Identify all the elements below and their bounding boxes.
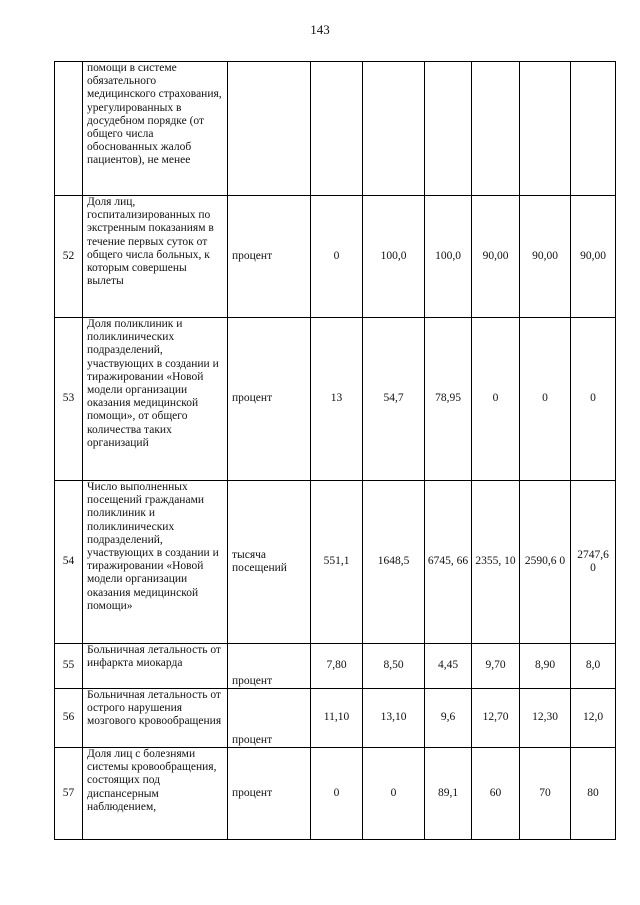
value-cell xyxy=(520,62,571,196)
value-cell: 9,6 xyxy=(425,689,472,748)
value-cell: 2590,6 0 xyxy=(520,481,571,644)
page-number: 143 xyxy=(310,22,330,37)
row-number xyxy=(55,62,83,196)
row-number: 55 xyxy=(55,644,83,689)
indicator-name: Доля лиц с болезнями системы кровообращения, состоящих под диспансерным наблюдением, xyxy=(83,748,228,840)
value-cell: 0 xyxy=(363,748,425,840)
table-row xyxy=(55,196,616,318)
value-cell: 60 xyxy=(472,748,520,840)
value-cell: 4,45 xyxy=(425,644,472,689)
unit-cell: процент xyxy=(228,318,311,481)
table-row xyxy=(55,644,616,689)
value-cell: 6745, 66 xyxy=(425,481,472,644)
value-cell: 8,0 xyxy=(571,644,616,689)
value-cell: 0 xyxy=(520,318,571,481)
value-cell: 100,0 xyxy=(425,196,472,318)
unit-cell: процент xyxy=(228,689,311,748)
indicator-name: Больничная летальность от острого нарушения мозгового кровообращения xyxy=(83,689,228,748)
table-row xyxy=(55,689,616,748)
value-cell: 8,90 xyxy=(520,644,571,689)
unit-cell: процент xyxy=(228,748,311,840)
row-number: 57 xyxy=(55,748,83,840)
value-cell: 2747,6 0 xyxy=(571,481,616,644)
value-cell xyxy=(311,62,363,196)
value-cell xyxy=(472,62,520,196)
value-cell: 90,00 xyxy=(472,196,520,318)
table-row xyxy=(55,748,616,840)
value-cell: 89,1 xyxy=(425,748,472,840)
row-number: 53 xyxy=(55,318,83,481)
value-cell: 80 xyxy=(571,748,616,840)
value-cell: 12,70 xyxy=(472,689,520,748)
indicator-name: Больничная летальность от инфаркта миокарда xyxy=(83,644,228,689)
value-cell: 11,10 xyxy=(311,689,363,748)
value-cell: 7,80 xyxy=(311,644,363,689)
value-cell: 78,95 xyxy=(425,318,472,481)
value-cell: 70 xyxy=(520,748,571,840)
indicators-table xyxy=(54,61,616,840)
unit-cell: тысяча посещений xyxy=(228,481,311,644)
value-cell: 12,30 xyxy=(520,689,571,748)
value-cell: 9,70 xyxy=(472,644,520,689)
indicator-name: Число выполненных посещений гражданами поликлиник и поликлинических подразделений, участвующих в создании и тиражировании «Новой модели организации оказания медицинской помощи» xyxy=(83,481,228,644)
value-cell: 0 xyxy=(571,318,616,481)
unit-cell: процент xyxy=(228,196,311,318)
value-cell: 13,10 xyxy=(363,689,425,748)
value-cell: 8,50 xyxy=(363,644,425,689)
value-cell xyxy=(571,62,616,196)
value-cell: 2355, 10 xyxy=(472,481,520,644)
value-cell: 0 xyxy=(311,196,363,318)
value-cell xyxy=(363,62,425,196)
unit-cell xyxy=(228,62,311,196)
table-row xyxy=(55,62,616,196)
indicator-name: Доля лиц, госпитализированных по экстренным показаниям в течение первых суток от общего числа больных, к которым совершены вылеты xyxy=(83,196,228,318)
indicator-name: помощи в системе обязательного медицинского страхования, урегулированных в досудебном порядке (от общего числа обоснованных жалоб пациентов), не менее xyxy=(83,62,228,196)
value-cell: 54,7 xyxy=(363,318,425,481)
value-cell: 90,00 xyxy=(571,196,616,318)
value-cell: 100,0 xyxy=(363,196,425,318)
value-cell: 551,1 xyxy=(311,481,363,644)
row-number: 52 xyxy=(55,196,83,318)
value-cell: 0 xyxy=(472,318,520,481)
unit-cell: процент xyxy=(228,644,311,689)
row-number: 54 xyxy=(55,481,83,644)
row-number: 56 xyxy=(55,689,83,748)
table-row xyxy=(55,481,616,644)
table-row xyxy=(55,318,616,481)
value-cell: 0 xyxy=(311,748,363,840)
value-cell: 90,00 xyxy=(520,196,571,318)
value-cell: 1648,5 xyxy=(363,481,425,644)
value-cell: 13 xyxy=(311,318,363,481)
value-cell xyxy=(425,62,472,196)
value-cell: 12,0 xyxy=(571,689,616,748)
indicator-name: Доля поликлиник и поликлинических подразделений, участвующих в создании и тиражировании «Новой модели организации оказания медицинской помощи», от общего количества таких организаций xyxy=(83,318,228,481)
